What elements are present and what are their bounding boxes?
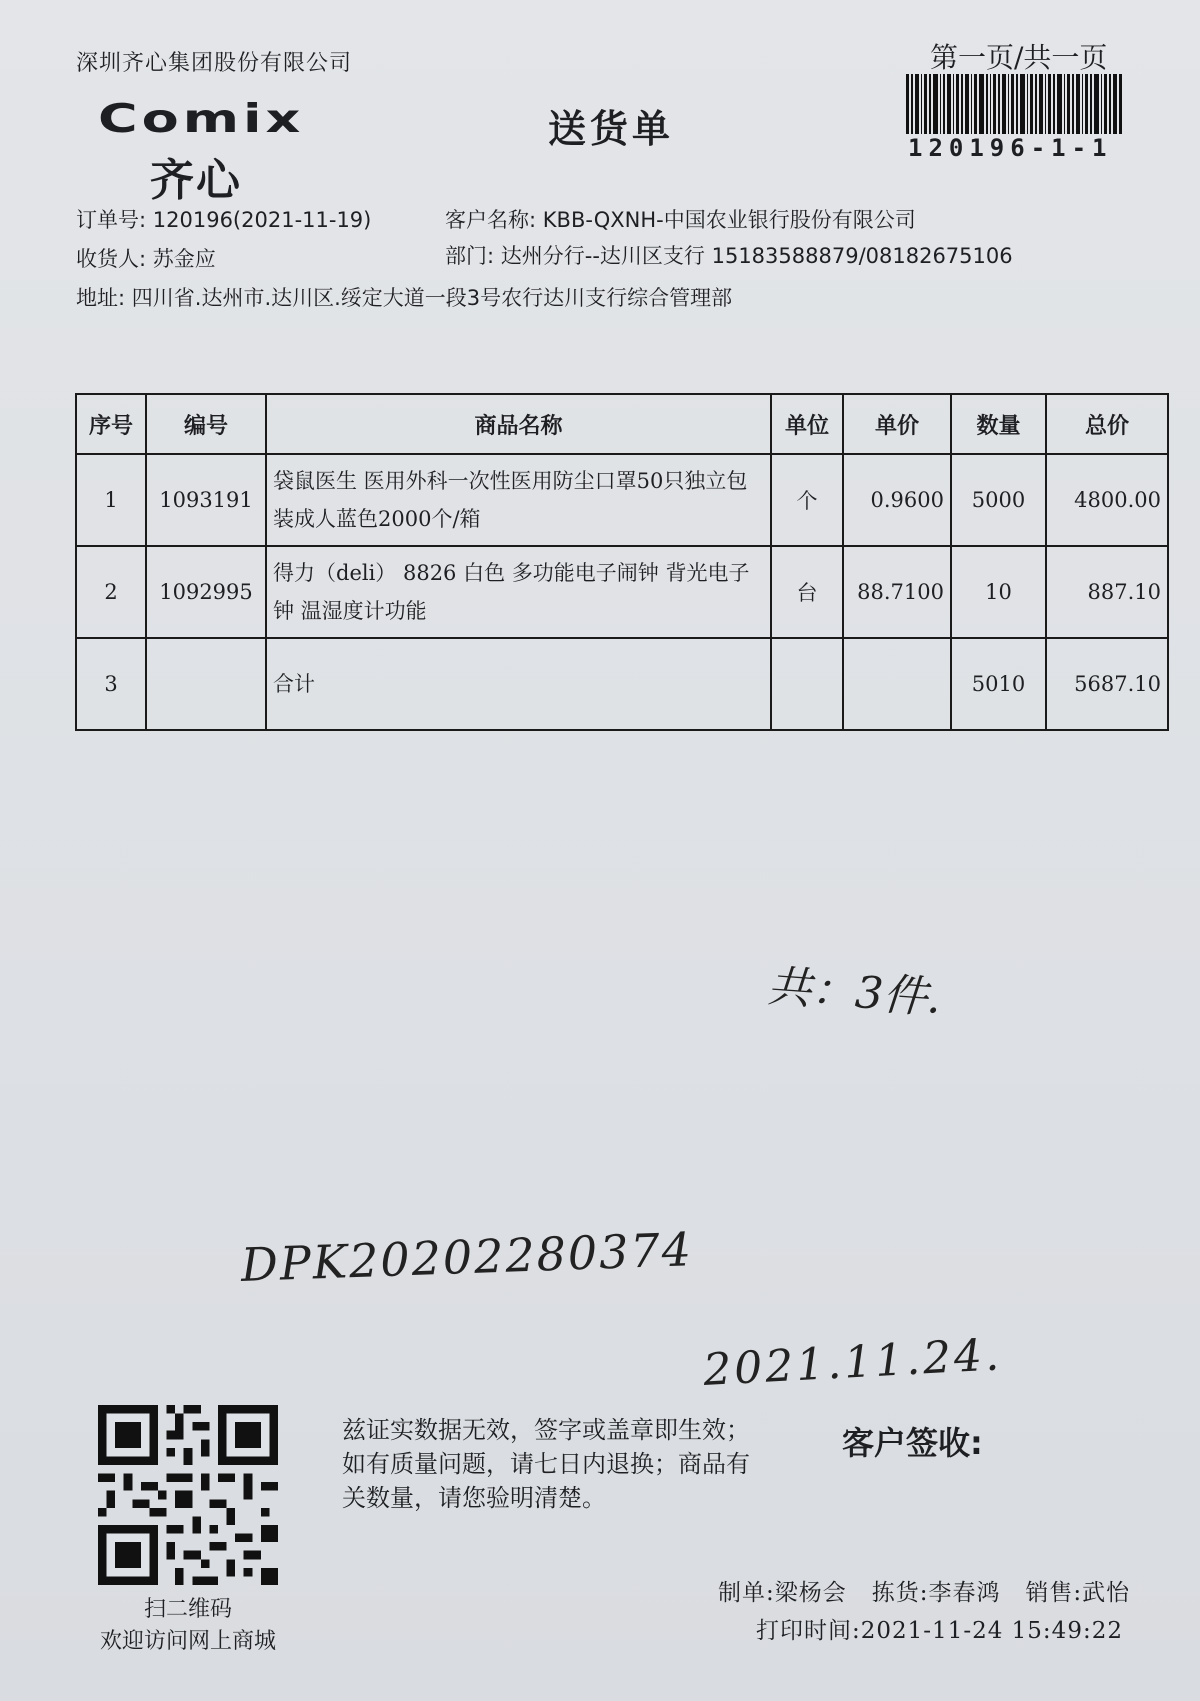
- maker-label: 制单:: [718, 1580, 775, 1606]
- table-row: [76, 454, 1168, 546]
- dept-label: 部门:: [445, 244, 495, 268]
- qr-caption-line1: 扫二维码: [143, 1597, 232, 1622]
- receiver: [76, 243, 216, 273]
- cell-unit: 个: [771, 454, 843, 546]
- address-label: 地址:: [76, 286, 126, 310]
- footer-staff: [718, 1574, 1130, 1607]
- cell-seq: 2: [76, 546, 146, 638]
- barcode-graphic: [906, 74, 1122, 134]
- customer-label: 客户名称:: [445, 208, 537, 232]
- order-label: 订单号:: [76, 208, 147, 232]
- cell-price: 0.9600: [843, 454, 951, 546]
- receiver-label: 收货人:: [76, 247, 147, 271]
- address-value: 四川省.达州市.达川区.绥定大道一段3号农行达川支行综合管理部: [131, 286, 733, 310]
- header-total: 总价: [1046, 394, 1168, 454]
- cell-unit: [771, 638, 843, 730]
- qr-caption-line2: 欢迎访问网上商城: [99, 1629, 276, 1654]
- document-title: 送货单: [548, 107, 675, 151]
- sales-name: 武怡: [1082, 1580, 1131, 1606]
- cell-price: 88.7100: [843, 546, 951, 638]
- picker-name: 李春鸿: [928, 1580, 1001, 1606]
- barcode-number: 120196-1-1: [908, 134, 1113, 162]
- cell-qty: 5000: [951, 454, 1046, 546]
- order-number: [76, 204, 371, 234]
- order-value: 120196(2021-11-19): [152, 208, 372, 232]
- cell-name: 合计: [266, 638, 771, 730]
- cell-seq: 3: [76, 638, 146, 730]
- qixin-logo: 齐心: [150, 155, 242, 206]
- cell-code: 1093191: [146, 454, 266, 546]
- handwritten-date: 2021.11.24.: [702, 1329, 1004, 1396]
- company-name: 深圳齐心集团股份有限公司: [76, 51, 353, 76]
- table-row: [76, 546, 1168, 638]
- cell-qty: 5010: [951, 638, 1046, 730]
- header-name: 商品名称: [266, 394, 771, 454]
- print-time: [756, 1612, 1123, 1645]
- cell-total: 887.10: [1046, 546, 1168, 638]
- header-unit: 单位: [771, 394, 843, 454]
- page-number: 第一页/共一页: [930, 41, 1108, 74]
- sales-label: 销售:: [1025, 1580, 1083, 1606]
- customer-name: [445, 204, 916, 234]
- customer-value: KBB-QXNH-中国农业银行股份有限公司: [542, 208, 916, 232]
- maker-name: 梁杨会: [774, 1580, 847, 1606]
- department: [445, 240, 1013, 270]
- handwritten-count-note: 共：3件.: [765, 960, 943, 1024]
- header-qty: 数量: [951, 394, 1046, 454]
- notice-text: 兹证实数据无效，签字或盖章即生效；如有质量问题，请七日内退换；商品有关数量，请您验明清楚。: [342, 1416, 750, 1512]
- comix-logo: Comix: [98, 96, 305, 142]
- cell-seq: 1: [76, 454, 146, 546]
- cell-price: [843, 638, 951, 730]
- cell-total: 4800.00: [1046, 454, 1168, 546]
- cell-qty: 10: [951, 546, 1046, 638]
- picker-label: 拣货:: [871, 1580, 929, 1606]
- cell-code: [146, 638, 266, 730]
- header-code: 编号: [146, 394, 266, 454]
- address: [76, 282, 732, 312]
- header-seq: 序号: [76, 394, 146, 454]
- cell-code: 1092995: [146, 546, 266, 638]
- header-price: 单价: [843, 394, 951, 454]
- print-time-label: 打印时间:: [756, 1618, 861, 1644]
- cell-total: 5687.10: [1046, 638, 1168, 730]
- cell-name: 袋鼠医生 医用外科一次性医用防尘口罩50只独立包装成人蓝色2000个/箱: [266, 454, 771, 546]
- qr-code-graphic: [98, 1405, 278, 1585]
- print-time-value: 2021-11-24 15:49:22: [860, 1618, 1123, 1644]
- customer-signature-label: 客户签收:: [842, 1424, 983, 1462]
- receiver-value: 苏金应: [152, 247, 216, 271]
- handwritten-ticket-number: DPK20202280374: [240, 1222, 694, 1292]
- items-table: [75, 393, 1169, 731]
- dept-value: 达州分行--达川区支行 15183588879/08182675106: [500, 244, 1013, 268]
- cell-unit: 台: [771, 546, 843, 638]
- table-row-total: [76, 638, 1168, 730]
- table-header-row: [76, 394, 1168, 454]
- cell-name: 得力（deli） 8826 白色 多功能电子闹钟 背光电子钟 温湿度计功能: [266, 546, 771, 638]
